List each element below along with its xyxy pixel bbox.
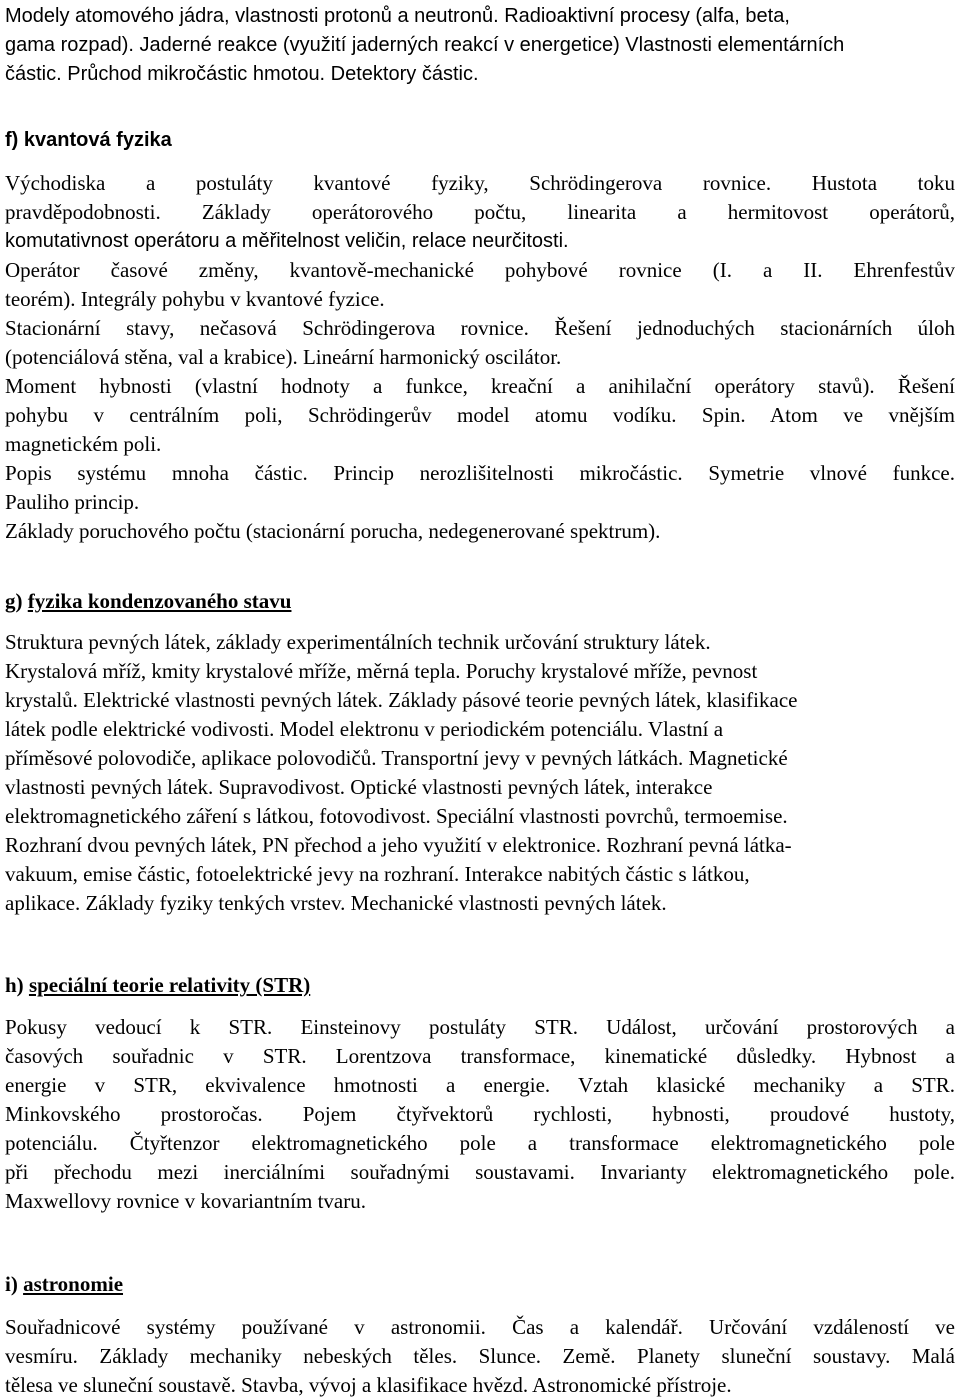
paragraph-line: Pauliho princip.: [5, 490, 140, 514]
section-i-label: i): [5, 1272, 18, 1296]
paragraph-line: vakuum, emise částic, fotoelektrické jevy na rozhraní. Interakce nabitých částic s látkou,: [5, 862, 750, 886]
section-h-heading: [5, 971, 955, 1000]
paragraph-line: (potenciálová stěna, val a krabice). Lineární harmonický oscilátor.: [5, 345, 562, 369]
paragraph-line: Souřadnicové systémy používané v astronomii. Čas a kalendář. Určování vzdáleností ve: [5, 1315, 955, 1339]
section-i-heading: [5, 1270, 955, 1299]
paragraph-line: pohybu v centrálním poli, Schrödingerův model atomu vodíku. Spin. Atom ve vnějším: [5, 403, 955, 427]
section-i-body: [5, 1313, 955, 1400]
paragraph-line: Maxwellovy rovnice v kovariantním tvaru.: [5, 1189, 366, 1213]
section-h-body: [5, 1013, 955, 1216]
section-i-title: astronomie: [23, 1272, 124, 1296]
paragraph-line: Operátor časové změny, kvantově-mechanické pohybové rovnice (I. a II. Ehrenfestův: [5, 258, 955, 282]
paragraph-line: pravděpodobnosti. Základy operátorového počtu, linearita a hermitovost operátorů,: [5, 200, 955, 224]
section-h-label: h): [5, 973, 24, 997]
paragraph-line: Krystalová mříž, kmity krystalové mříže, měrná tepla. Poruchy krystalové mříže, pevnost: [5, 659, 758, 683]
paragraph-line: při přechodu mezi inerciálními souřadnými soustavami. Invarianty elektromagnetického pole.: [5, 1160, 955, 1184]
intro-block: [5, 2, 955, 89]
paragraph-line: Moment hybnosti (vlastní hodnoty a funkce, kreační a anihilační operátory stavů). Řešení: [5, 374, 955, 398]
intro-line: gama rozpad). Jaderné reakce (využití jaderných reakcí v energetice) Vlastnosti elementárních: [5, 34, 845, 56]
paragraph-line: Struktura pevných látek, základy experimentálních technik určování struktury látek.: [5, 630, 711, 654]
section-g-heading: [5, 587, 955, 616]
paragraph-line: Minkovského prostoročas. Pojem čtyřvektorů rychlosti, hybnosti, proudové hustoty,: [5, 1102, 955, 1126]
section-f-heading: [5, 126, 955, 155]
paragraph-line: elektromagnetického záření s látkou, fotovodivost. Speciální vlastnosti povrchů, termoemise.: [5, 804, 788, 828]
section-f-title: kvantová fyzika: [23, 129, 172, 151]
paragraph-line: krystalů. Elektrické vlastnosti pevných látek. Základy pásové teorie pevných látek, klasifikace: [5, 688, 798, 712]
paragraph-line: Rozhraní dvou pevných látek, PN přechod a jeho využití v elektronice. Rozhraní pevná látka-: [5, 833, 792, 857]
section-g-body: [5, 628, 955, 918]
intro-line: Modely atomového jádra, vlastnosti protonů a neutronů. Radioaktivní procesy (alfa, beta,: [5, 5, 790, 27]
paragraph-line: časových souřadnic v STR. Lorentzova transformace, kinematické důsledky. Hybnost a: [5, 1044, 955, 1068]
paragraph-line: Pokusy vedoucí k STR. Einsteinovy postuláty STR. Událost, určování prostorových a: [5, 1015, 955, 1039]
section-g-label: g): [5, 589, 23, 613]
paragraph-line: tělesa ve sluneční soustavě. Stavba, vývoj a klasifikace hvězd. Astronomické přístroje.: [5, 1373, 732, 1397]
paragraph-line: příměsové polovodiče, aplikace polovodičů. Transportní jevy v pevných látkách. Magnetické: [5, 746, 788, 770]
paragraph-line: komutativnost operátoru a měřitelnost veličin, relace neurčitosti.: [5, 230, 569, 252]
section-h-title: speciální teorie relativity (STR): [28, 973, 311, 997]
paragraph-line: potenciálu. Čtyřtenzor elektromagnetického pole a transformace elektromagnetického pole: [5, 1131, 955, 1155]
paragraph-line: látek podle elektrické vodivosti. Model elektronu v periodickém potenciálu. Vlastní a: [5, 717, 724, 741]
paragraph-line: aplikace. Základy fyziky tenkých vrstev. Mechanické vlastnosti pevných látek.: [5, 891, 667, 915]
paragraph-line: Popis systému mnoha částic. Princip nerozlišitelnosti mikročástic. Symetrie vlnové funkce.: [5, 461, 955, 485]
paragraph-line: Východiska a postuláty kvantové fyziky, Schrödingerova rovnice. Hustota toku: [5, 171, 955, 195]
section-g-title: fyzika kondenzovaného stavu: [27, 589, 292, 613]
intro-line: částic. Průchod mikročástic hmotou. Detektory částic.: [5, 63, 479, 85]
paragraph-line: Stacionární stavy, nečasová Schrödingerova rovnice. Řešení jednoduchých stacionárních úloh: [5, 316, 955, 340]
paragraph-line: vlastnosti pevných látek. Supravodivost. Optické vlastnosti pevných látek, interakce: [5, 775, 713, 799]
section-f-label: f): [5, 129, 19, 151]
paragraph-line: teorém). Integrály pohybu v kvantové fyzice.: [5, 287, 385, 311]
paragraph-line: energie v STR, ekvivalence hmotnosti a energie. Vztah klasické mechaniky a STR.: [5, 1073, 955, 1097]
paragraph-line: vesmíru. Základy mechaniky nebeských těles. Slunce. Země. Planety sluneční soustavy. Malá: [5, 1344, 955, 1368]
paragraph-line: Základy poruchového počtu (stacionární porucha, nedegenerované spektrum).: [5, 519, 661, 543]
section-f-body: [5, 169, 955, 546]
paragraph-line: magnetickém poli.: [5, 432, 162, 456]
